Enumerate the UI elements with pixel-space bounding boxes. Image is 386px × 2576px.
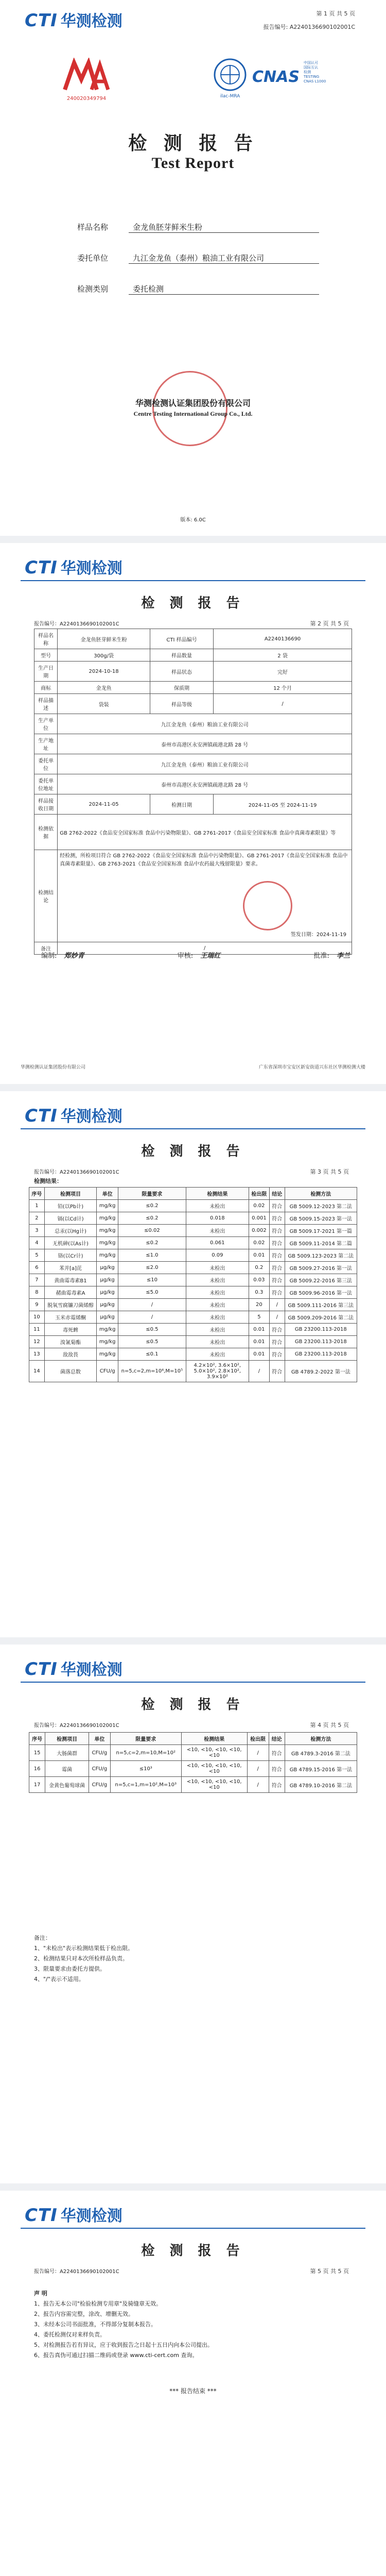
- table-cell: 符合: [269, 1274, 285, 1286]
- table-cell: GB 5009.96-2016 第一法: [285, 1286, 357, 1299]
- report-number: 报告编号: A2240136690102001C: [263, 24, 355, 30]
- conclusion-text: 经检测，所检项目符合 GB 2762-2022《食品安全国家标准 食品中污染物限量》、GB 2761-2017《食品安全国家标准 食品中真菌毒素限量》、GB 2763-2021《食品安全国家标准 食品中农药最大残留限量》要求。: [60, 853, 348, 867]
- table-cell: /: [269, 1299, 285, 1311]
- table-cell: GB 4789.3-2016 第二法: [285, 1745, 357, 1761]
- cti-logo: CTI 华测检测: [25, 10, 122, 31]
- field-label: 检测类别: [77, 284, 109, 294]
- cnas-label: CNAS: [252, 68, 300, 86]
- table-cell: 未检出: [186, 1286, 249, 1299]
- table-cell: ≤5.0: [118, 1286, 186, 1299]
- statement-line: 3、未经本公司书面批准，不得部分复制本报告。: [34, 2321, 156, 2328]
- table-row: 备注 /: [34, 942, 352, 955]
- statement-line: 4、委托检测仅对来样负责。: [34, 2331, 106, 2338]
- table-cell: mg/kg: [97, 1200, 118, 1212]
- table-cell: 符合: [269, 1225, 285, 1237]
- table-cell: 0.2: [249, 1262, 269, 1274]
- table-cell: 玉米赤霉烯酮: [44, 1311, 97, 1324]
- table-cell: 7: [29, 1274, 45, 1286]
- table-cell: 符合: [269, 1324, 285, 1336]
- statement-line: 1、报告无本公司"检验检测专用章"及骑缝章无效。: [34, 2300, 162, 2307]
- cover-field: [77, 222, 319, 233]
- table-cell: 0.02: [249, 1237, 269, 1249]
- table-cell: /: [247, 1761, 269, 1777]
- header-rule: [21, 1128, 365, 1129]
- table-cell: 未检出: [186, 1299, 249, 1311]
- table-cell: <10, <10, <10, <10, <10: [181, 1745, 247, 1761]
- statement-block: [34, 2289, 353, 2361]
- statement-line: 6、报告真伪可通过扫描二维码或登录 www.cti-cert.com 查询。: [34, 2352, 198, 2359]
- table-row: 样品描述 袋装 样品等级 /: [34, 694, 352, 714]
- table-cell: 0.018: [186, 1212, 249, 1225]
- table-cell: mg/kg: [97, 1225, 118, 1237]
- cti-logo: CTI 华测检测: [25, 2205, 122, 2226]
- table-cell: 20: [249, 1299, 269, 1311]
- table-cell: 符合: [269, 1286, 285, 1299]
- table-cell: 黄曲霉毒素B1: [44, 1274, 97, 1286]
- signature-name: 郑妙青: [64, 952, 84, 960]
- signatures: [41, 950, 350, 960]
- table-row: [29, 1274, 357, 1286]
- table-cell: 符合: [269, 1361, 285, 1382]
- field-value: 金龙鱼胚芽鲜米生粉: [129, 222, 319, 233]
- page-separator: [0, 2183, 386, 2191]
- table-row: [29, 1225, 357, 1237]
- table-header: 序号 检测项目 单位 限量要求 检测结果 检出限 结论 检测方法: [29, 1733, 357, 1745]
- signature-name: 李兰: [336, 952, 350, 960]
- table-row: [29, 1237, 357, 1249]
- inspection-seal: [243, 881, 292, 930]
- table-cell: 0.061: [186, 1237, 249, 1249]
- page-number: 第 3 页 共 5 页: [310, 1168, 349, 1175]
- cma-mark: [61, 58, 112, 104]
- table-row: 型号 300g/袋 样品数量 2 袋: [34, 649, 352, 662]
- section-label: 检测结果：: [34, 1178, 62, 1184]
- page-number: 第 5 页 共 5 页: [310, 2268, 349, 2275]
- table-cell: 14: [29, 1361, 45, 1382]
- table-cell: /: [247, 1777, 269, 1793]
- cti-logo: CTI 华测检测: [25, 557, 122, 578]
- table-cell: ≤0.02: [118, 1225, 186, 1237]
- table-cell: 铅(以Pb计): [44, 1200, 97, 1212]
- table-cell: ≤10³: [110, 1761, 181, 1777]
- table-cell: CFU/g: [89, 1777, 111, 1793]
- table-cell: 0.01: [249, 1324, 269, 1336]
- table-cell: 苯并[a]芘: [44, 1262, 97, 1274]
- table-cell: /: [247, 1745, 269, 1761]
- statement-title: 声 明: [34, 2290, 47, 2297]
- table-cell: 8: [29, 1286, 45, 1299]
- note-line: 3、限量要求由委托方提供。: [34, 1965, 106, 1972]
- table-cell: 未检出: [186, 1274, 249, 1286]
- field-label: 委托单位: [77, 253, 109, 263]
- note-line: 1、"未检出"表示检测结果低于检出限。: [34, 1945, 134, 1952]
- table-cell: ≤0.2: [118, 1237, 186, 1249]
- table-cell: CFU/g: [97, 1361, 118, 1382]
- statement-line: 5、对检测报告若有异议，应于收到报告之日起十五日内向本公司提出。: [34, 2342, 213, 2348]
- page-title: 检 测 报 告: [141, 1697, 245, 1713]
- company-name-en: Centre Testing International Group Co., Ltd.: [133, 410, 253, 417]
- header-rule: [21, 1682, 365, 1683]
- table-cell: 符合: [269, 1336, 285, 1348]
- table-row: [29, 1761, 357, 1777]
- table-cell: 赭曲霉毒素A: [44, 1286, 97, 1299]
- table-cell: GB 5009.15-2023 第一法: [285, 1212, 357, 1225]
- table-cell: mg/kg: [97, 1336, 118, 1348]
- table-cell: μg/kg: [97, 1274, 118, 1286]
- table-header: 序号 检测项目 单位 限量要求 检测结果 检出限 结论 检测方法: [29, 1188, 357, 1200]
- table-row: 样品名称 金龙鱼胚芽鲜米生粉 CTI 样品编号 A2240136690: [34, 629, 352, 649]
- report-page-4: [0, 1645, 386, 2183]
- table-cell: 菌落总数: [44, 1361, 97, 1382]
- table-row: 委托单位地址 泰州市高港区永安洲镇疏港北路 28 号: [34, 774, 352, 794]
- signature-name: 王瑞红: [200, 952, 221, 960]
- issue-date: 签发日期：2024-11-19: [290, 932, 346, 938]
- table-cell: 大肠菌群: [45, 1745, 89, 1761]
- table-cell: 0.01: [249, 1348, 269, 1361]
- table-cell: 0.09: [186, 1249, 249, 1262]
- report-number: 报告编号：A2240136690102001C: [34, 621, 119, 627]
- table-cell: 0.01: [249, 1249, 269, 1262]
- table-cell: 3: [29, 1225, 45, 1237]
- table-cell: 11: [29, 1324, 45, 1336]
- table-cell: 17: [29, 1777, 45, 1793]
- table-cell: GB 4789.10-2016 第二法: [285, 1777, 357, 1793]
- table-cell: ≤0.1: [118, 1348, 186, 1361]
- table-cell: GB 5009.12-2023 第二法: [285, 1200, 357, 1212]
- table-cell: GB 5009.27-2016 第一法: [285, 1262, 357, 1274]
- table-cell: /: [249, 1361, 269, 1382]
- report-end: *** 报告结束 ***: [169, 2387, 217, 2395]
- table-row: [29, 1311, 357, 1324]
- results-body: [29, 1200, 357, 1382]
- signature-block: 编制: 郑妙青: [41, 952, 84, 960]
- page-title: 检 测 报 告: [141, 1144, 245, 1159]
- table-cell: 未检出: [186, 1348, 249, 1361]
- table-cell: mg/kg: [97, 1212, 118, 1225]
- table-row: 检测结论 经检测，所检项目符合 GB 2762-2022《食品安全国家标准 食品中污染物限量》、GB 2761-2017《食品安全国家标准 食品中真菌毒素限量》、GB 2763-2021《食品安全国家标准 食品中农药最大残留限量》要求。 签发日期：2024-11-19: [34, 850, 352, 942]
- table-row: [29, 1336, 357, 1348]
- signature-block: 审核: 王瑞红: [177, 952, 221, 960]
- table-cell: 13: [29, 1348, 45, 1361]
- cnas-mark: [252, 61, 329, 102]
- table-cell: 符合: [269, 1761, 285, 1777]
- table-cell: 4: [29, 1237, 45, 1249]
- field-value: 委托检测: [129, 283, 319, 295]
- table-cell: 毒死蜱: [44, 1324, 97, 1336]
- report-title-en: Test Report: [151, 155, 235, 172]
- table-cell: 0.002: [249, 1225, 269, 1237]
- table-row: [29, 1200, 357, 1212]
- field-label: 样品名称: [77, 223, 109, 232]
- table-cell: 4.2×10², 3.6×10², 5.0×10², 2.8×10², 3.9×10²: [186, 1361, 249, 1382]
- summary-table: [34, 629, 352, 955]
- table-cell: /: [118, 1299, 186, 1311]
- table-cell: /: [118, 1311, 186, 1324]
- table-row: 检测依据 GB 2762-2022《食品安全国家标准 食品中污染物限量》、GB 2761-2017《食品安全国家标准 食品中真菌毒素限量》等: [34, 815, 352, 850]
- table-cell: 未检出: [186, 1225, 249, 1237]
- report-number: 报告编号：A2240136690102001C: [34, 1723, 119, 1728]
- table-cell: /: [269, 1311, 285, 1324]
- table-cell: mg/kg: [97, 1348, 118, 1361]
- table-cell: n=5,c=2,m=10⁴,M=10⁵: [118, 1361, 186, 1382]
- results-table: [29, 1732, 357, 1793]
- table-cell: GB 5009.11-2014 第二篇: [285, 1237, 357, 1249]
- table-cell: 16: [29, 1761, 45, 1777]
- note-line: 备注：: [34, 1935, 51, 1941]
- page-separator: [0, 1084, 386, 1091]
- table-row: 商标 金龙鱼 保质期 12 个月: [34, 682, 352, 694]
- cover-field: [77, 283, 319, 295]
- table-cell: GB 4789.2-2022 第一法: [285, 1361, 357, 1382]
- page-number: 第 1 页 共 5 页: [316, 10, 355, 17]
- table-cell: 无机砷(以As计): [44, 1237, 97, 1249]
- table-row: 委托单位 九江金龙鱼（泰州）粮油工业有限公司: [34, 754, 352, 774]
- report-title-cn: 检 测 报 告: [128, 132, 258, 154]
- table-cell: μg/kg: [97, 1299, 118, 1311]
- table-row: [29, 1286, 357, 1299]
- company-seal: [152, 371, 227, 446]
- table-cell: mg/kg: [97, 1237, 118, 1249]
- cnas-sub: 中国认可 国际互认 检测 TESTING CNAS L1000: [304, 61, 326, 83]
- table-cell: 未检出: [186, 1336, 249, 1348]
- page-number: 第 4 页 共 5 页: [310, 1722, 349, 1728]
- table-row: [29, 1324, 357, 1336]
- table-cell: ≤0.5: [118, 1336, 186, 1348]
- page-separator: [0, 1637, 386, 1645]
- table-cell: n=5,c=1,m=10²,M=10³: [110, 1777, 181, 1793]
- table-cell: CFU/g: [89, 1745, 111, 1761]
- report-page-5: [0, 2191, 386, 2576]
- table-cell: 总汞(以Hg计): [44, 1225, 97, 1237]
- table-cell: CFU/g: [89, 1761, 111, 1777]
- report-page-3: [0, 1091, 386, 1637]
- table-cell: 6: [29, 1262, 45, 1274]
- table-cell: 0.001: [249, 1212, 269, 1225]
- table-cell: ≤10: [118, 1274, 186, 1286]
- table-cell: 符合: [269, 1212, 285, 1225]
- ilac-mark: [212, 58, 248, 102]
- table-cell: 符合: [269, 1745, 285, 1761]
- note-line: 4、"/"表示不适用。: [34, 1976, 84, 1982]
- table-cell: GB 23200.113-2018: [285, 1348, 357, 1361]
- table-cell: GB 23200.113-2018: [285, 1336, 357, 1348]
- version: 版本: 6.0C: [180, 517, 206, 523]
- table-row: 生产单位 九江金龙鱼（泰州）粮油工业有限公司: [34, 714, 352, 734]
- table-cell: <10, <10, <10, <10, <10: [181, 1761, 247, 1777]
- header-rule: [21, 2228, 365, 2229]
- table-cell: GB 5009.123-2023 第二法: [285, 1249, 357, 1262]
- table-row: 样品接收日期 2024-11-05 检测日期 2024-11-05 至 2024-11-19: [34, 794, 352, 815]
- table-cell: ≤2.0: [118, 1262, 186, 1274]
- table-cell: 符合: [269, 1200, 285, 1212]
- results-table: [29, 1187, 357, 1382]
- table-row: [29, 1348, 357, 1361]
- signature-block: 批准: 李兰: [313, 952, 350, 960]
- table-cell: 12: [29, 1336, 45, 1348]
- table-cell: 0.03: [249, 1274, 269, 1286]
- table-cell: GB 5009.111-2016 第三法: [285, 1299, 357, 1311]
- table-row: [29, 1777, 357, 1793]
- table-row: [29, 1299, 357, 1311]
- table-cell: <10, <10, <10, <10, <10: [181, 1777, 247, 1793]
- table-cell: 脱氧雪腐镰刀菌烯醇: [44, 1299, 97, 1311]
- table-cell: mg/kg: [97, 1324, 118, 1336]
- report-number: 报告编号：A2240136690102001C: [34, 2269, 119, 2275]
- table-cell: 符合: [269, 1237, 285, 1249]
- table-row: [29, 1212, 357, 1225]
- table-cell: mg/kg: [97, 1249, 118, 1262]
- table-cell: 0.3: [249, 1286, 269, 1299]
- table-cell: μg/kg: [97, 1286, 118, 1299]
- cma-code: 240020349794: [66, 96, 107, 101]
- cover-field: [77, 252, 319, 264]
- table-row: [29, 1249, 357, 1262]
- table-cell: GB 5009.209-2016 第二法: [285, 1311, 357, 1324]
- cti-logo: CTI 华测检测: [25, 1659, 122, 1680]
- table-cell: 0.01: [249, 1336, 269, 1348]
- table-cell: ≤0.2: [118, 1212, 186, 1225]
- table-cell: GB 5009.22-2016 第三法: [285, 1274, 357, 1286]
- report-number: 报告编号：A2240136690102001C: [34, 1170, 119, 1175]
- table-cell: ≤1.0: [118, 1249, 186, 1262]
- table-cell: GB 23200.113-2018: [285, 1324, 357, 1336]
- cti-logo: CTI 华测检测: [25, 1106, 122, 1126]
- report-page-cover: [0, 0, 386, 536]
- page-number: 第 2 页 共 5 页: [310, 620, 349, 627]
- results-body: [29, 1745, 357, 1793]
- table-cell: 15: [29, 1745, 45, 1761]
- table-cell: n=5,c=2,m=10,M=10²: [110, 1745, 181, 1761]
- table-cell: 1: [29, 1200, 45, 1212]
- table-cell: ≤0.5: [118, 1324, 186, 1336]
- table-cell: 未检出: [186, 1324, 249, 1336]
- table-row: 生产日期 2024-10-18 样品状态 完好: [34, 662, 352, 682]
- table-cell: 霉菌: [45, 1761, 89, 1777]
- table-cell: 2: [29, 1212, 45, 1225]
- table-cell: 镉(以Cd计): [44, 1212, 97, 1225]
- table-cell: 未检出: [186, 1311, 249, 1324]
- statement-line: 2、报告内容需完整，涂改、增删无效。: [34, 2311, 134, 2317]
- report-page-2: [0, 543, 386, 1084]
- table-cell: GB 5009.17-2021 第一篇: [285, 1225, 357, 1237]
- table-cell: 溴氰菊酯: [44, 1336, 97, 1348]
- table-cell: 9: [29, 1299, 45, 1311]
- table-cell: 符合: [269, 1777, 285, 1793]
- table-cell: 未检出: [186, 1262, 249, 1274]
- table-cell: ≤0.2: [118, 1200, 186, 1212]
- field-value: 九江金龙鱼（泰州）粮油工业有限公司: [129, 252, 319, 264]
- table-cell: 敌敌畏: [44, 1348, 97, 1361]
- table-cell: 符合: [269, 1262, 285, 1274]
- table-cell: GB 4789.15-2016 第一法: [285, 1761, 357, 1777]
- table-cell: 未检出: [186, 1200, 249, 1212]
- table-row: [29, 1262, 357, 1274]
- header-rule: [21, 580, 365, 581]
- table-cell: 金黄色葡萄球菌: [45, 1777, 89, 1793]
- page-title: 检 测 报 告: [141, 596, 245, 611]
- table-row: [29, 1361, 357, 1382]
- table-cell: μg/kg: [97, 1262, 118, 1274]
- table-cell: μg/kg: [97, 1311, 118, 1324]
- company-name-cn: 华测检测认证集团股份有限公司: [135, 398, 251, 408]
- table-cell: 符合: [269, 1348, 285, 1361]
- table-cell: 0.02: [249, 1200, 269, 1212]
- table-row: 生产地址 泰州市高港区永安洲镇疏港北路 28 号: [34, 734, 352, 754]
- notes-block: [34, 1933, 353, 1985]
- table-row: [29, 1745, 357, 1761]
- page-footer: 华测检测认证集团股份有限公司 广东省深圳市宝安区新安街道兴东社区华测检测大楼: [21, 1065, 365, 1070]
- page-title: 检 测 报 告: [141, 2243, 245, 2259]
- note-line: 2、检测结果只对本次所检样品负责。: [34, 1955, 128, 1962]
- cover-fields: [77, 222, 319, 295]
- table-cell: 10: [29, 1311, 45, 1324]
- table-cell: 符合: [269, 1249, 285, 1262]
- ilac-label: ilac-MRA: [220, 94, 240, 99]
- table-cell: 5: [29, 1249, 45, 1262]
- table-cell: 铬(以Cr计): [44, 1249, 97, 1262]
- table-cell: 5: [249, 1311, 269, 1324]
- page-separator: [0, 536, 386, 543]
